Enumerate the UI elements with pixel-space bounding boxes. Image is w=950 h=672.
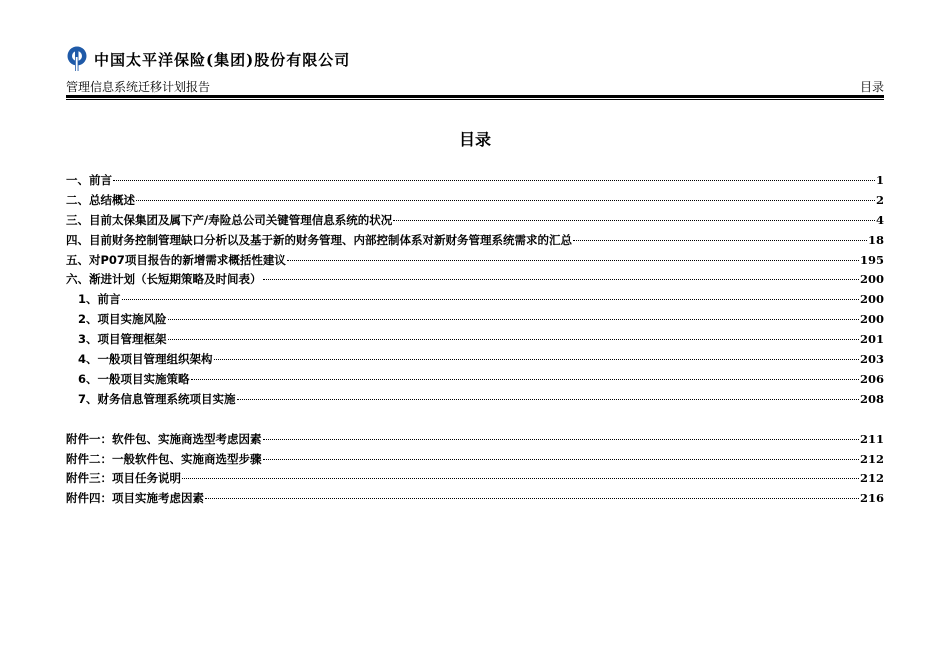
toc-entry-page: 200 (859, 272, 884, 287)
section-label: 目录 (859, 80, 884, 94)
toc-appendix-entry[interactable] (66, 431, 884, 451)
toc-subentry[interactable] (66, 391, 884, 411)
toc-leader-dots (182, 478, 859, 479)
toc-entry-page: 211 (859, 431, 884, 446)
toc-appendix-entry[interactable] (66, 490, 884, 510)
toc-leader-dots (113, 180, 875, 181)
toc-subentry[interactable] (66, 371, 884, 391)
toc-subentry[interactable] (66, 351, 884, 371)
header-rule-thin (66, 99, 884, 100)
toc-entry-label: 五、对P07项目报告的新增需求概括性建议 (66, 252, 286, 267)
toc-entry[interactable] (66, 271, 884, 291)
toc-leader-dots (287, 260, 859, 261)
toc-entry-page: 2 (875, 192, 884, 207)
toc-leader-dots (263, 439, 859, 440)
toc-entry-label: 六、渐进计划（长短期策略及时间表） (66, 272, 262, 287)
toc-leader-dots (136, 200, 875, 201)
toc-entry-label: 四、目前财务控制管理缺口分析以及基于新的财务管理、内部控制体系对新财务管理系统需求的汇总 (66, 232, 572, 247)
toc-entry-page: 200 (859, 312, 884, 327)
toc-leader-dots (122, 299, 859, 300)
toc-entry-page: 4 (875, 212, 884, 227)
toc-entry-label: 附件四：项目实施考虑因素 (66, 491, 204, 506)
toc-entry-page: 195 (859, 252, 884, 267)
toc-leader-dots (237, 399, 859, 400)
toc-entry-page: 200 (859, 292, 884, 307)
toc-entry-label: 一、前言 (66, 173, 112, 187)
toc-entry-page: 201 (859, 332, 884, 347)
toc-leader-dots (168, 319, 859, 320)
toc-entry-label: 4、一般项目管理组织架构 (78, 352, 213, 367)
toc-entry-label: 三、目前太保集团及属下产/寿险总公司关键管理信息系统的状况 (66, 212, 393, 227)
toc-entry-page: 216 (859, 491, 884, 506)
toc-appendix-entry[interactable] (66, 470, 884, 490)
toc-entry-label: 2、项目实施风险 (78, 312, 167, 327)
toc-subentry[interactable] (66, 331, 884, 351)
toc-entry-label: 附件二：一般软件包、实施商选型步骤 (66, 451, 262, 466)
running-header (66, 79, 884, 95)
toc-entry[interactable] (66, 172, 884, 192)
toc-entry[interactable] (66, 212, 884, 232)
toc-leader-dots (168, 339, 859, 340)
toc-entry-label: 1、前言 (78, 292, 121, 307)
toc-entry-label: 3、项目管理框架 (78, 332, 167, 347)
toc-entry[interactable] (66, 252, 884, 272)
toc-entry-label: 7、财务信息管理系统项目实施 (78, 391, 236, 406)
toc-entry[interactable] (66, 232, 884, 252)
toc-subentry[interactable] (66, 311, 884, 331)
doc-title: 管理信息系统迁移计划报告 (66, 80, 211, 94)
toc-leader-dots (263, 459, 859, 460)
toc-entry-page: 212 (859, 451, 884, 466)
logo-text: 中国太平洋保险(集团)股份有限公司 (94, 50, 351, 69)
toc-subentry[interactable] (66, 291, 884, 311)
toc-entry-page: 206 (859, 371, 884, 386)
toc-leader-dots (573, 240, 867, 241)
company-logo (66, 44, 350, 74)
header-rule-thick (66, 95, 884, 98)
toc-leader-dots (191, 379, 859, 380)
toc-entry[interactable] (66, 192, 884, 212)
toc-entry-label: 6、一般项目实施策略 (78, 371, 190, 386)
toc-leader-dots (205, 498, 859, 499)
toc-entry-label: 附件一：软件包、实施商选型考虑因素 (66, 431, 262, 446)
toc-leader-dots (214, 359, 859, 360)
toc-entry-page: 18 (867, 232, 884, 247)
table-of-contents (66, 172, 884, 510)
toc-title: 目录 (458, 130, 491, 149)
toc-entry-page: 1 (875, 173, 884, 187)
cpic-logo-icon (66, 45, 88, 73)
toc-appendix-entry[interactable] (66, 451, 884, 471)
toc-entry-label: 附件三：项目任务说明 (66, 471, 181, 486)
toc-entry-page: 203 (859, 352, 884, 367)
toc-entry-page: 212 (859, 471, 884, 486)
toc-leader-dots (263, 279, 859, 280)
toc-entry-page: 208 (859, 391, 884, 406)
toc-leader-dots (393, 220, 875, 221)
toc-entry-label: 二、总结概述 (66, 192, 135, 207)
